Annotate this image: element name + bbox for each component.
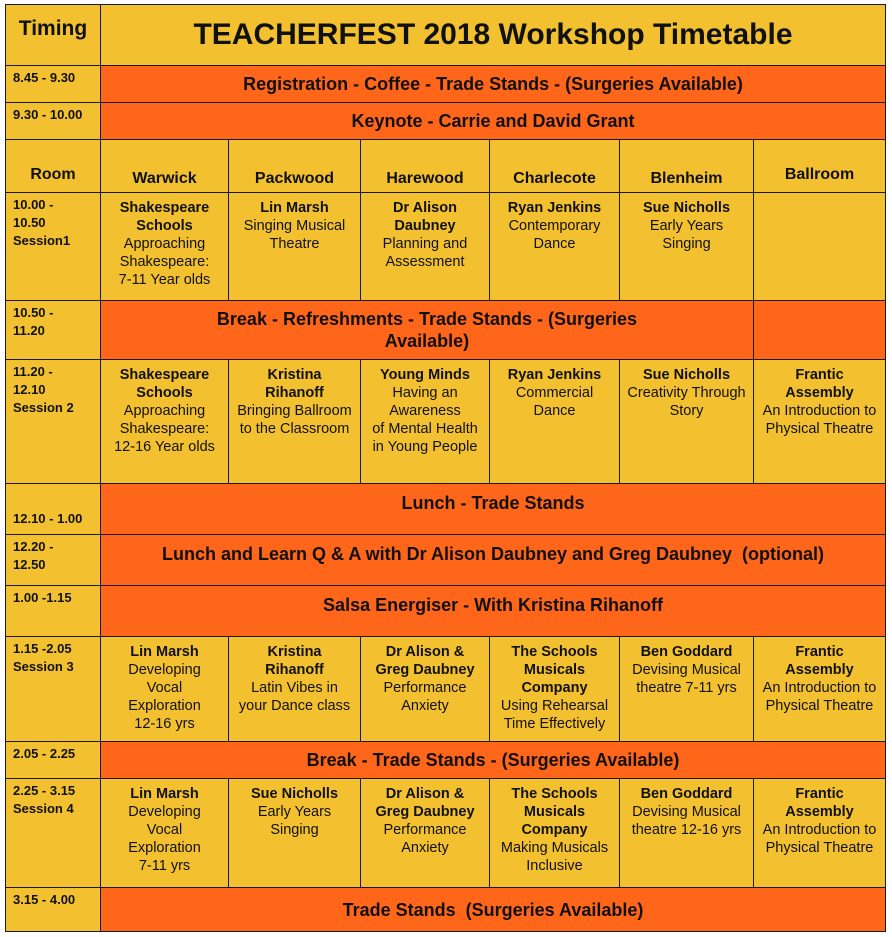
session2-blenheim: Sue Nicholls Creativity Through Story — [619, 359, 754, 484]
time-session4: 2.25 - 3.15 Session 4 — [5, 778, 101, 888]
session1-blenheim: Sue Nicholls Early Years Singing — [619, 192, 754, 301]
time-salsa: 1.00 -1.15 — [5, 585, 101, 637]
banner-break1: Break - Refreshments - Trade Stands - (Surgeries Available) — [100, 300, 754, 360]
banner-trade-stands: Trade Stands (Surgeries Available) — [100, 887, 886, 932]
banner-registration: Registration - Coffee - Trade Stands - (Surgeries Available) — [100, 65, 886, 103]
room-header: Room — [5, 139, 101, 193]
session2-warwick: Shakespeare Schools Approaching Shakespeare: 12-16 Year olds — [100, 359, 229, 484]
session4-ballroom: Frantic Assembly An Introduction to Physical Theatre — [753, 778, 886, 888]
banner-keynote: Keynote - Carrie and David Grant — [100, 102, 886, 140]
timetable — [5, 4, 886, 932]
session3-warwick: Lin Marsh Developing Vocal Exploration 12-16 yrs — [100, 636, 229, 742]
session1-ballroom — [753, 192, 886, 301]
session4-warwick: Lin Marsh Developing Vocal Exploration 7-11 yrs — [100, 778, 229, 888]
session3-harewood: Dr Alison & Greg Daubney Performance Anxiety — [360, 636, 490, 742]
time-break2: 2.05 - 2.25 — [5, 741, 101, 779]
banner-lunch-learn: Lunch and Learn Q & A with Dr Alison Daubney and Greg Daubney (optional) — [100, 534, 886, 586]
session2-charlecote: Ryan Jenkins Commercial Dance — [489, 359, 620, 484]
session2-ballroom: Frantic Assembly An Introduction to Physical Theatre — [753, 359, 886, 484]
session2-packwood: Kristina Rihanoff Bringing Ballroom to the Classroom — [228, 359, 361, 484]
time-keynote: 9.30 - 10.00 — [5, 102, 101, 140]
time-session2: 11.20 - 12.10 Session 2 — [5, 359, 101, 484]
time-session3: 1.15 -2.05 Session 3 — [5, 636, 101, 742]
session3-packwood: Kristina Rihanoff Latin Vibes in your Dance class — [228, 636, 361, 742]
banner-lunch: Lunch - Trade Stands — [100, 483, 886, 535]
session4-charlecote: The Schools Musicals Company Making Musicals Inclusive — [489, 778, 620, 888]
session3-blenheim: Ben Goddard Devising Musical theatre 7-11 yrs — [619, 636, 754, 742]
session1-charlecote: Ryan Jenkins Contemporary Dance — [489, 192, 620, 301]
timing-header: Timing — [5, 4, 101, 66]
room-charlecote: Charlecote — [489, 139, 620, 193]
time-session1: 10.00 - 10.50 Session1 — [5, 192, 101, 301]
session4-harewood: Dr Alison & Greg Daubney Performance Anxiety — [360, 778, 490, 888]
session4-blenheim: Ben Goddard Devising Musical theatre 12-16 yrs — [619, 778, 754, 888]
time-lunch-learn: 12.20 - 12.50 — [5, 534, 101, 586]
banner-break2: Break - Trade Stands - (Surgeries Available) — [100, 741, 886, 779]
room-blenheim: Blenheim — [619, 139, 754, 193]
session1-harewood: Dr Alison Daubney Planning and Assessment — [360, 192, 490, 301]
banner-salsa: Salsa Energiser - With Kristina Rihanoff — [100, 585, 886, 637]
time-break1: 10.50 - 11.20 — [5, 300, 101, 360]
room-harewood: Harewood — [360, 139, 490, 193]
time-trade-stands: 3.15 - 4.00 — [5, 887, 101, 932]
banner-break1-end — [753, 300, 886, 360]
session3-ballroom: Frantic Assembly An Introduction to Physical Theatre — [753, 636, 886, 742]
room-packwood: Packwood — [228, 139, 361, 193]
time-lunch: 12.10 - 1.00 — [5, 483, 101, 535]
session1-warwick: Shakespeare Schools Approaching Shakespeare: 7-11 Year olds — [100, 192, 229, 301]
room-warwick: Warwick — [100, 139, 229, 193]
page-title: TEACHERFEST 2018 Workshop Timetable — [100, 4, 886, 66]
session1-packwood: Lin Marsh Singing Musical Theatre — [228, 192, 361, 301]
time-registration: 8.45 - 9.30 — [5, 65, 101, 103]
session3-charlecote: The Schools Musicals Company Using Rehearsal Time Effectively — [489, 636, 620, 742]
session4-packwood: Sue Nicholls Early Years Singing — [228, 778, 361, 888]
session2-harewood: Young Minds Having an Awareness of Mental Health in Young People — [360, 359, 490, 484]
room-ballroom: Ballroom — [753, 139, 886, 193]
